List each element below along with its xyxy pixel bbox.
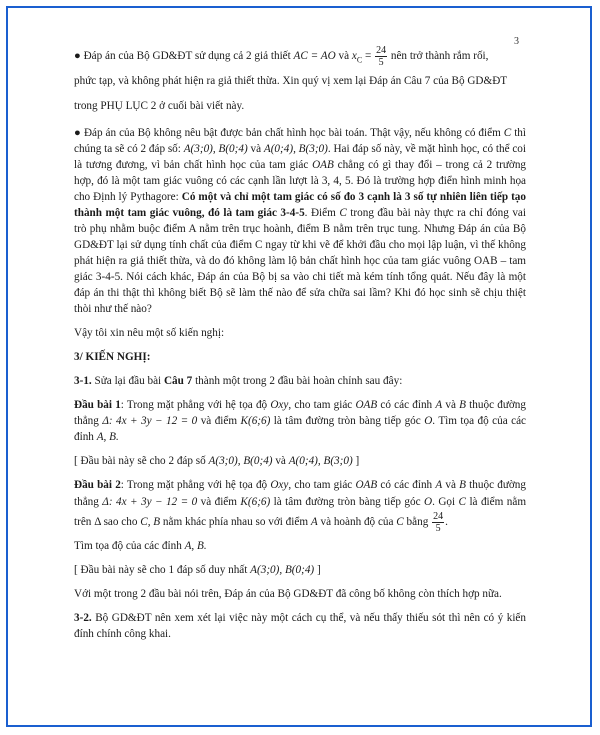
bullet-paragraph-1-line-2: phức tạp, và không phát hiện ra giả thiết thừa. Xin quý vị xem lại Đáp án Câu 7 của Bộ GD&ĐT <box>74 75 508 88</box>
bullet-icon: ● <box>74 50 81 63</box>
problem-2: Đầu bài 2: Trong mặt phẳng với hệ tọa độ Oxy, cho tam giác OAB có các đỉnh A và B thuộc đường thẳng Δ: 4x + 3y − 12 = 0 và điểm K(6;6) là tâm đường tròn bàng tiếp góc O. Gọi C là điểm nằm trên Δ sao cho C, B nằm khác phía nhau so với điểm A và hoành độ của C bằng $\frac{24}{5}$ . <box>74 479 527 535</box>
problem-1: Đầu bài 1: Trong mặt phẳng với hệ tọa độ Oxy, cho tam giác OAB có các đỉnh A và B thuộc đường thẳng Δ: 4x + 3y − 12 = 0 và điểm K(6;6) là tâm đường tròn bàng tiếp góc O. Tìm tọa độ của các đỉnh A, B. <box>74 399 527 444</box>
section-title: 3/ KIẾN NGHỊ: <box>74 351 151 364</box>
bullet-paragraph-1: ● Đáp án của Bộ GD&ĐT sử dụng cả 2 giả thiết AC = AO và $x_C$ = $\frac{24}{5}$ nên trở thành rắm rối, <box>74 45 489 68</box>
recommendation-3-1: 3-1. Sửa lại đầu bài Câu 7 thành một trong 2 đầu bài hoàn chỉnh sau đây: <box>74 375 403 388</box>
problem-1-note: [ Đầu bài này sẽ cho 2 đáp số A(3;0), B(0;4) và A(0;4), B(3;0) ] <box>74 455 360 468</box>
recommendation-3-2: 3-2. Bộ GD&ĐT nên xem xét lại việc này một cách cụ thể, và nếu thấy thiếu sót thì nên có ý kiến đính chính công khai. <box>74 612 526 641</box>
fraction: $\frac{24}{5}$ <box>376 45 387 68</box>
problem-2-note: [ Đầu bài này sẽ cho 1 đáp số duy nhất A(3;0), B(0;4) ] <box>74 564 321 577</box>
fraction: $\frac{24}{5}$ <box>433 511 444 535</box>
intro-text: Vậy tôi xin nêu một số kiến nghị: <box>74 327 225 340</box>
bullet-icon: ● <box>74 127 81 140</box>
bullet-paragraph-1-line-3: trong PHỤ LỤC 2 ở cuối bài viết này. <box>74 100 245 113</box>
closing-text: Với một trong 2 đầu bài nói trên, Đáp án của Bộ GD&ĐT đã công bố không còn thích hợp nữa. <box>74 588 502 601</box>
bullet-paragraph-2: ● Đáp án của Bộ không nêu bật được bản chất hình học bài toán. Thật vậy, nếu không có điểm C thì chúng ta sẽ có 2 đáp số: A(3;0), B(0;4) và A(0;4), B(3;0). Hai đáp số này, về mặt hình học, có thể coi là tương đương, vì bản chất hình học của tam giác OAB chẳng có gì thay đổi – trong cả 2 trường hợp, đó là một tam giác vuông có các cạnh lần lượt là 3, 4, 5. Đó là trường hợp điển hình minh họa cho Định lý Pythagore: Có một và chỉ một tam giác có số đo 3 cạnh là 3 số tự nhiên liên tiếp tạo thành một tam giác vuông, đó là tam giác 3-4-5. Điểm C trong đầu bài này thực ra chỉ đóng vai trò phụ nhằm buộc điểm A nằm trên trục hoành, điểm B nằm trên trục tung. Nhưng Đáp án của Bộ GD&ĐT lại sử dụng tính chất của điểm C ngay từ khi vẽ để khởi đầu cho mọi lập luận, vì thế không phát hiện ra giả thiết thừa, và do đó không làm lộ bản chất hình học của tam giác vuông OAB – tam giác 3-4-5. Nói cách khác, Đáp án của Bộ bị sa vào chi tiết mà kém tính tổng quát. Nếu đây là một đáp án thi thật thì không biết Bộ sẽ làm thế nào để sửa chữa sai lầm? Khi đó học sinh sẽ chịu thiệt thòi như thế nào? <box>74 127 527 316</box>
page-number: 3 <box>514 36 519 47</box>
problem-2-find: Tìm tọa độ của các đỉnh A, B. <box>74 540 207 553</box>
document-body <box>74 30 526 642</box>
